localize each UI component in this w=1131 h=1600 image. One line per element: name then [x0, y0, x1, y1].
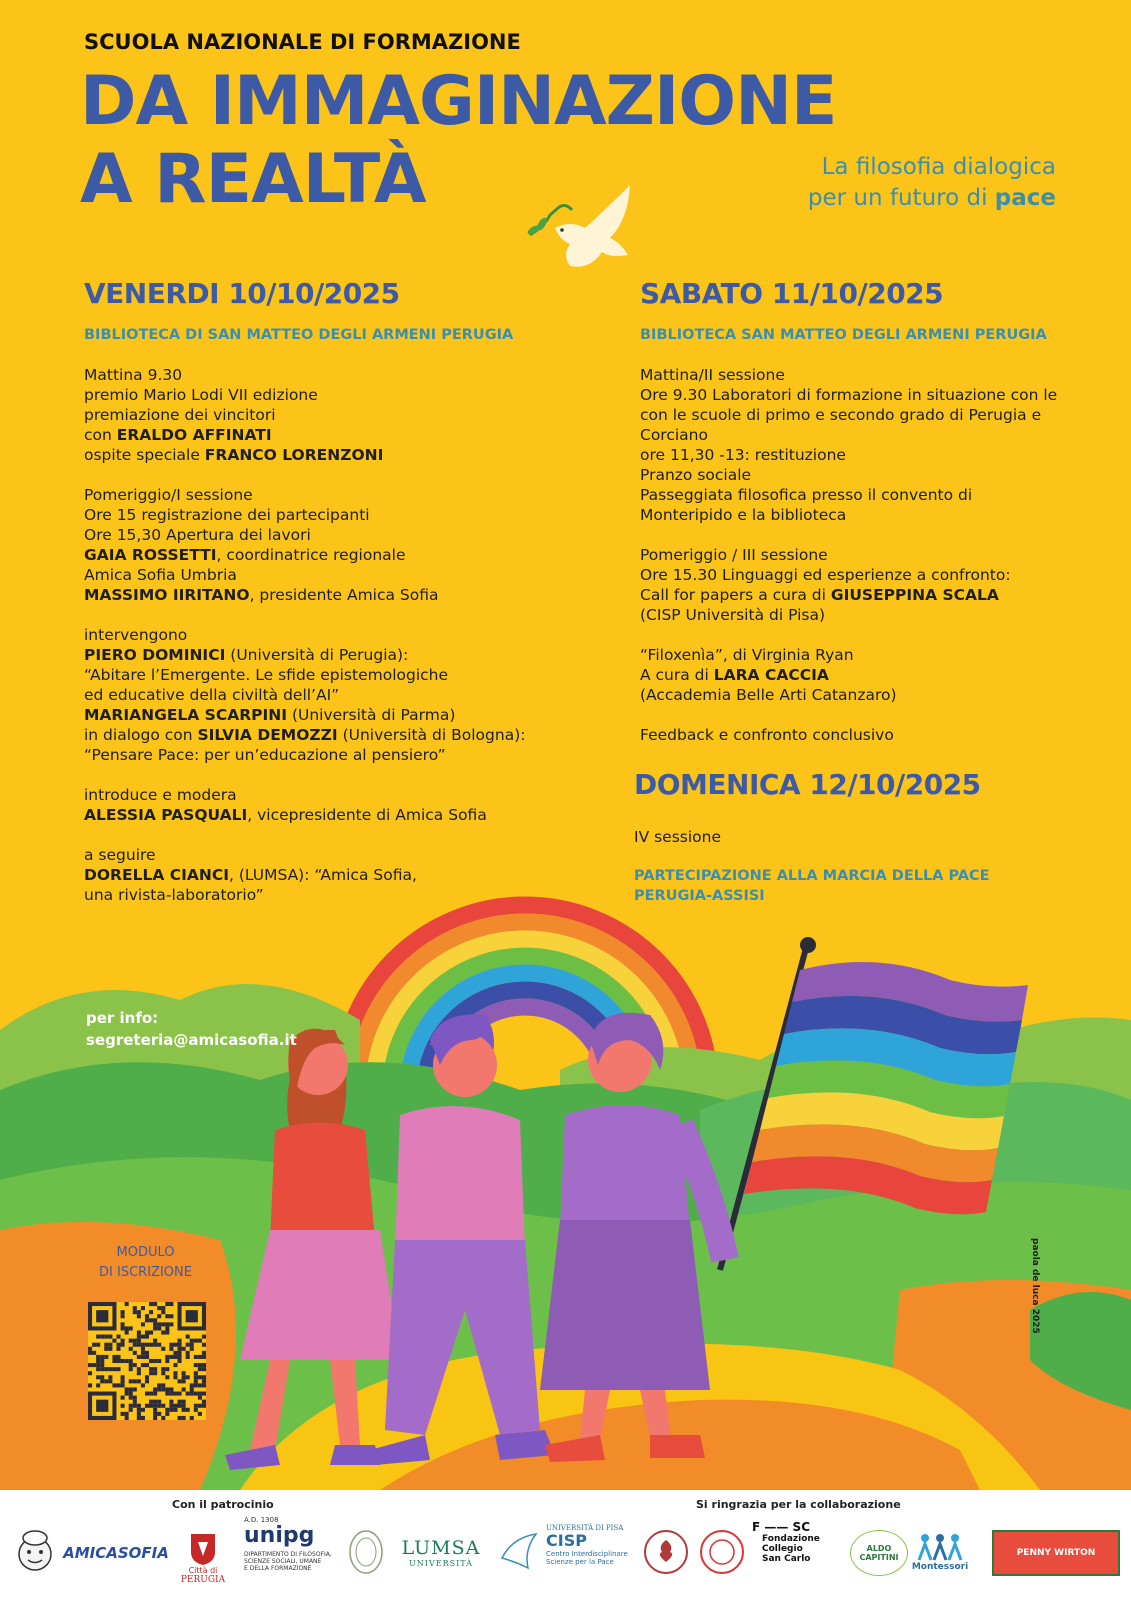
- program-text: intervengono: [84, 626, 188, 644]
- program-text: Feedback e confronto conclusivo: [640, 726, 894, 744]
- program-line: [640, 505, 1090, 525]
- unipg-dept2: SCIENZE SOCIALI, UMANE: [244, 1558, 322, 1565]
- lumsa-sub: UNIVERSITÀ: [409, 1558, 473, 1568]
- cisp-line1: Centro Interdisciplinare: [546, 1550, 628, 1558]
- program-line: [84, 805, 554, 825]
- friday-heading: VENERDI 10/10/2025: [84, 277, 400, 310]
- program-line: [640, 405, 1090, 425]
- program-text: Pomeriggio/I sessione: [84, 486, 253, 504]
- unipg-year: A.D. 1308: [244, 1516, 279, 1524]
- sponsor-footer: [0, 1490, 1131, 1600]
- program-text: Ore 9.30 Laboratori di formazione in situazione con le: [640, 386, 1058, 404]
- registration-qr-code[interactable]: [88, 1302, 206, 1420]
- program-text: “Pensare Pace: per un’educazione al pensiero”: [84, 746, 446, 764]
- program-text: ore 11,30 -13: restituzione: [640, 446, 846, 464]
- program-line: [84, 665, 554, 685]
- program-text: in dialogo con: [84, 726, 198, 744]
- saturday-program: [640, 365, 1090, 745]
- fsc-logo: [752, 1520, 842, 1564]
- program-line: [84, 845, 554, 865]
- thanks-label: Si ringrazia per la collaborazione: [696, 1498, 901, 1511]
- line-gap: [84, 465, 554, 485]
- perugia-line2: PERUGIA: [180, 1574, 226, 1585]
- program-line: [640, 605, 1090, 625]
- unipg-logo: [244, 1516, 344, 1572]
- speaker-name: SILVIA DEMOZZI: [197, 726, 338, 744]
- program-text: “Abitare l’Emergente. Le sfide epistemologiche: [84, 666, 449, 684]
- sunday-heading: DOMENICA 12/10/2025: [634, 768, 981, 801]
- program-text: , vicepresidente di Amica Sofia: [247, 806, 487, 824]
- peace-flag: [744, 962, 1028, 1214]
- program-text: Ore 15,30 Apertura dei lavori: [84, 526, 311, 544]
- program-text: Mattina/II sessione: [640, 366, 785, 384]
- program-line: [640, 565, 1090, 585]
- fsc-line1: Fondazione: [762, 1534, 820, 1544]
- cisp-line2: Scienze per la Pace: [546, 1558, 614, 1566]
- program-text: Ore 15.30 Linguaggi ed esperienze a confronto:: [640, 566, 1011, 584]
- penny-wirton-logo: [992, 1530, 1120, 1576]
- unipg-dept1: DIPARTIMENTO DI FILOSOFIA,: [244, 1551, 332, 1558]
- subtitle-pace: pace: [994, 185, 1056, 211]
- program-line: [84, 545, 554, 565]
- unipg-name: unipg: [244, 1523, 315, 1548]
- program-text: A cura di: [640, 666, 714, 684]
- program-line: [640, 445, 1090, 465]
- program-text: (Università di Parma): [287, 706, 456, 724]
- friday-program: [84, 365, 554, 905]
- tree-seal-logo: [642, 1528, 690, 1576]
- program-line: [84, 745, 554, 765]
- program-line: [640, 385, 1090, 405]
- program-line: [84, 565, 554, 585]
- patronage-label: Con il patrocinio: [172, 1498, 274, 1511]
- program-text: Call for papers a cura di: [640, 586, 831, 604]
- program-line: [84, 445, 554, 465]
- amicasofia-logo: AMICASOFIA: [63, 1544, 169, 1562]
- program-text: , coordinatrice regionale: [216, 546, 406, 564]
- montessori-logo: [910, 1526, 970, 1578]
- program-line: [84, 865, 554, 885]
- line-gap: [84, 605, 554, 625]
- program-line: [640, 585, 1090, 605]
- sunday-event-line2: PERUGIA-ASSISI: [634, 888, 765, 904]
- program-line: [640, 725, 1090, 745]
- program-line: [84, 405, 554, 425]
- program-line: [640, 465, 1090, 485]
- cisp-university: UNIVERSITÀ DI PISA: [546, 1524, 624, 1532]
- speaker-name: DORELLA CIANCI: [84, 866, 229, 884]
- program-line: [84, 505, 554, 525]
- subtitle-line1: La filosofia dialogica: [821, 154, 1056, 180]
- lumsa-name: LUMSA: [401, 1536, 481, 1559]
- info-label: per info:: [86, 1009, 159, 1027]
- sunday-session: IV sessione: [634, 828, 722, 846]
- montessori-name: Montessori: [911, 1562, 969, 1572]
- saturday-venue: BIBLIOTECA SAN MATTEO DEGLI ARMENI PERUGIA: [640, 327, 1047, 343]
- program-text: Amica Sofia Umbria: [84, 566, 237, 584]
- fsc-letters: F —— SC: [752, 1520, 811, 1534]
- program-text: una rivista-laboratorio”: [84, 886, 264, 904]
- speaker-name: LARA CACCIA: [713, 666, 829, 684]
- program-text: a seguire: [84, 846, 156, 864]
- unipg-dept3: E DELLA FORMAZIONE: [244, 1565, 312, 1572]
- program-text: (Accademia Belle Arti Catanzaro): [640, 686, 897, 704]
- lumsa-logo: [398, 1530, 484, 1574]
- line-gap: [84, 825, 554, 845]
- program-text: premiazione dei vincitori: [84, 406, 276, 424]
- registration-line1: MODULO: [116, 1245, 175, 1260]
- line-gap: [640, 625, 1090, 645]
- line-gap: [640, 705, 1090, 725]
- program-text: introduce e modera: [84, 786, 237, 804]
- info-block: [86, 1007, 297, 1051]
- program-line: [84, 725, 554, 745]
- registration-label: [88, 1243, 203, 1283]
- program-line: [84, 485, 554, 505]
- program-line: [640, 425, 1090, 445]
- subtitle: [808, 152, 1056, 214]
- program-text: con: [84, 426, 117, 444]
- perugia-crest-icon: [189, 1532, 217, 1566]
- program-text: Corciano: [640, 426, 708, 444]
- program-text: Ore 15 registrazione dei partecipanti: [84, 506, 370, 524]
- program-line: [84, 685, 554, 705]
- program-line: [84, 705, 554, 725]
- program-line: [640, 645, 1090, 665]
- program-text: , (LUMSA): “Amica Sofia,: [228, 866, 417, 884]
- friday-venue: BIBLIOTECA DI SAN MATTEO DEGLI ARMENI PERUGIA: [84, 327, 514, 343]
- program-line: [84, 385, 554, 405]
- line-gap: [84, 765, 554, 785]
- fsc-line2: Collegio: [762, 1544, 803, 1554]
- main-title-line2: A REALTÀ: [80, 140, 426, 219]
- speaker-name: GAIA ROSSETTI: [84, 546, 217, 564]
- seal-logo: [348, 1528, 384, 1576]
- program-line: [640, 365, 1090, 385]
- dove-icon: [510, 180, 645, 285]
- program-text: (Università di Bologna):: [337, 726, 526, 744]
- saturday-heading: SABATO 11/10/2025: [640, 277, 944, 310]
- program-line: [640, 665, 1090, 685]
- program-line: [640, 685, 1090, 705]
- fsc-line3: San Carlo: [762, 1554, 811, 1564]
- cidef-seal-logo: [698, 1528, 746, 1576]
- speaker-name: PIERO DOMINICI: [84, 646, 226, 664]
- program-text: Pomeriggio / III sessione: [640, 546, 828, 564]
- main-title-line1: DA IMMAGINAZIONE: [80, 62, 837, 141]
- perugia-line1: Città di: [188, 1565, 218, 1575]
- mascot-logo: [12, 1528, 58, 1574]
- program-text: premio Mario Lodi VII edizione: [84, 386, 318, 404]
- speaker-name: ERALDO AFFINATI: [116, 426, 272, 444]
- program-line: [640, 485, 1090, 505]
- aldo-capitini-logo: ALDO CAPITINI: [850, 1530, 908, 1576]
- sunday-event-line1: PARTECIPAZIONE ALLA MARCIA DELLA PACE: [634, 868, 990, 884]
- program-line: [84, 585, 554, 605]
- line-gap: [640, 525, 1090, 545]
- program-line: [84, 785, 554, 805]
- speaker-name: ALESSIA PASQUALI: [84, 806, 248, 824]
- program-line: [640, 545, 1090, 565]
- speaker-name: MARIANGELA SCARPINI: [84, 706, 288, 724]
- program-text: , presidente Amica Sofia: [249, 586, 439, 604]
- artist-credit: paola de luca 2025: [1030, 1238, 1040, 1334]
- program-line: [84, 625, 554, 645]
- montessori-figures-icon: [915, 1532, 965, 1562]
- program-text: Monteripido e la biblioteca: [640, 506, 847, 524]
- program-text: (CISP Università di Pisa): [640, 606, 826, 624]
- speaker-name: GIUSEPPINA SCALA: [830, 586, 999, 604]
- program-line: [84, 525, 554, 545]
- program-text: (Università di Perugia):: [225, 646, 409, 664]
- cisp-logo: [546, 1524, 646, 1566]
- cisp-name: CISP: [546, 1531, 587, 1550]
- program-text: con le scuole di primo e secondo grado di Perugia e: [640, 406, 1042, 424]
- program-line: [84, 365, 554, 385]
- program-text: “Filoxenìa”, di Virginia Ryan: [640, 646, 854, 664]
- program-line: [84, 645, 554, 665]
- kicker: SCUOLA NAZIONALE DI FORMAZIONE: [84, 30, 521, 54]
- perugia-logo: [178, 1520, 228, 1596]
- program-text: ospite speciale: [84, 446, 205, 464]
- program-text: Passeggiata filosofica presso il convento di: [640, 486, 973, 504]
- penny-wirton-name: PENNY WIRTON: [1016, 1548, 1096, 1558]
- program-text: Pranzo sociale: [640, 466, 752, 484]
- speaker-name: FRANCO LORENZONI: [204, 446, 384, 464]
- program-line: [84, 425, 554, 445]
- subtitle-line2: per un futuro di pace: [807, 185, 1056, 211]
- program-text: Mattina 9.30: [84, 366, 183, 384]
- cisp-bird-icon: [498, 1528, 540, 1574]
- speaker-name: MASSIMO IIRITANO: [84, 586, 250, 604]
- info-email[interactable]: segreteria@amicasofia.it: [86, 1031, 297, 1049]
- program-text: ed educative della civiltà dell’AI”: [84, 686, 340, 704]
- registration-line2: DI ISCRIZIONE: [99, 1265, 192, 1280]
